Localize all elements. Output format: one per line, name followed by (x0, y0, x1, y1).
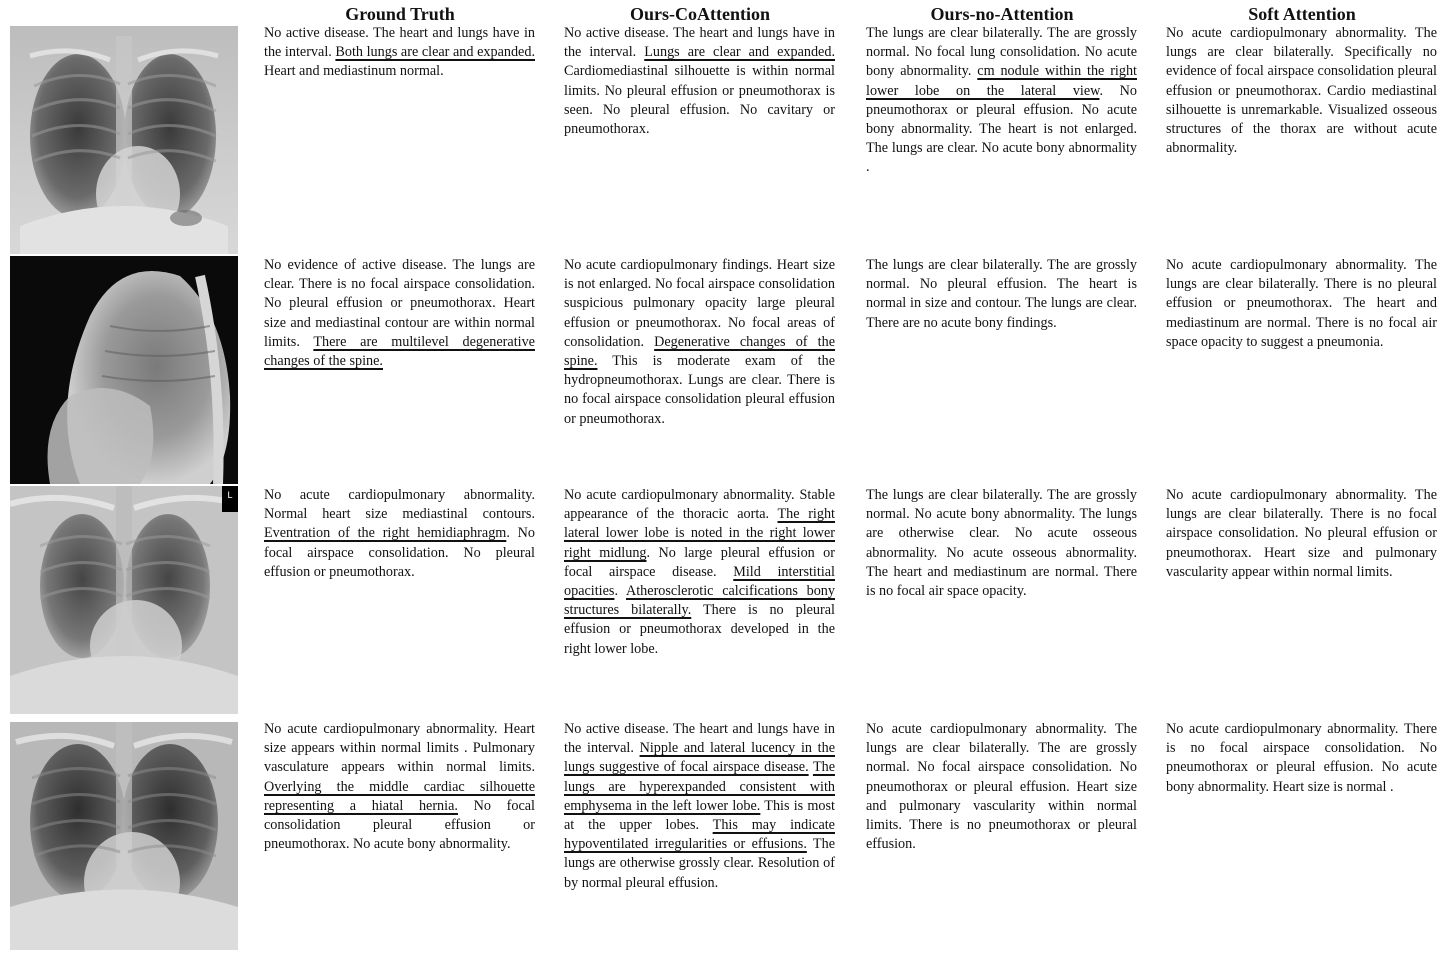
highlighted-finding: Mild interstitial opacities (564, 563, 836, 600)
report-text: There is no pleural effusion or pneumothorax developed in the right lower lobe. (564, 602, 835, 657)
cell-coattention-4 (564, 720, 835, 893)
highlighted-finding: cm nodule within the right lower lobe on the lateral view (866, 63, 1137, 99)
report-text: Cardiomediastinal silhouette is within normal limits. No pleural effusion or pneumothorax is seen. No pleural effusion. No cavitary or pneumothorax. (564, 63, 835, 138)
report-text: No acute cardiopulmonary abnormality. The lungs are clear bilaterally. There is no pleural effusion or pneumothorax. The heart and mediastinum are normal. There is no focal air space opacity to suggest a pneumonia. (1166, 257, 1437, 350)
cell-coattention-2 (564, 256, 835, 429)
highlighted-finding: The right lateral lower lobe is noted in the right lower right midlung (564, 506, 835, 561)
cell-soft-attention-2 (1166, 256, 1437, 352)
cell-no-attention-3 (866, 486, 1137, 601)
report-text: The lungs are otherwise grossly clear. Resolution of by normal pleural effusion. (564, 836, 835, 891)
cell-soft-attention-1 (1166, 24, 1437, 158)
chest-xray-frontal-4 (10, 722, 238, 950)
report-text: No acute cardiopulmonary abnormality. The lungs are clear bilaterally. Specifically no evidence of focal airspace consolidation pleural effusion or pneumothorax. Cardio mediastinal silhouette is unremarkable. Visualized osseous structures of the thorax are without acute abnormality. (1166, 25, 1437, 157)
report-text: No acute cardiopulmonary abnormality. Heart size appears within normal limits . Pulmonary vasculature appears within normal limits. (264, 721, 535, 776)
highlighted-finding: The lungs are hyperexpanded consistent with emphysema in the left lower lobe. (564, 759, 835, 814)
cell-coattention-1 (564, 24, 835, 139)
report-text: No active disease. The heart and lungs have in the interval. (564, 25, 835, 61)
report-text: . (614, 583, 626, 600)
report-text: No active disease. The heart and lungs have in the interval. (564, 721, 835, 757)
report-text: This is most at the upper lobes. (564, 797, 835, 834)
chest-xray-frontal-1 (10, 26, 238, 254)
highlighted-finding: Nipple and lateral lucency in the lungs suggestive of focal airspace disease. (564, 740, 835, 776)
header-soft-attention: Soft Attention (1248, 4, 1356, 24)
cell-ground-truth-4 (264, 720, 535, 854)
cell-no-attention-1 (866, 24, 1137, 178)
report-text: No acute cardiopulmonary abnormality. Stable appearance of the thoracic aorta. (564, 487, 835, 523)
cell-coattention-3 (564, 486, 835, 659)
report-text: No acute cardiopulmonary findings. Heart size is not enlarged. No focal airspace consolidation suspicious pulmonary opacity large pleural effusion or pneumothorax. No focal areas of consolidation. (564, 257, 835, 350)
cell-no-attention-2 (866, 256, 1137, 333)
report-text: No acute cardiopulmonary abnormality. The lungs are clear bilaterally. There is no focal airspace consolidation. No pleural effusion or pneumothorax. Heart size and pulmonary vascularity appear within normal limits. (1166, 487, 1437, 580)
highlighted-finding: Degenerative changes of the spine. (564, 333, 835, 370)
xray-side-marker: L (227, 490, 233, 500)
report-text: This is moderate exam of the hydropneumothorax. Lungs are clear. There is no focal airspace consolidation pleural effusion or pneumothorax. (564, 353, 835, 427)
header-ours-coattention: Ours-CoAttention (630, 4, 770, 24)
cell-ground-truth-3 (264, 486, 535, 582)
report-text: The lungs are clear bilaterally. The are grossly normal. No acute bony abnormality. The lungs are otherwise clear. No acute osseous abnormality. No acute osseous abnormality. The heart and mediastinum are normal. There is no focal air space opacity. (866, 487, 1137, 600)
highlighted-finding: Atherosclerotic calcifications bony structures bilaterally. (564, 583, 835, 619)
cell-ground-truth-2 (264, 256, 535, 371)
report-text: The lungs are clear bilaterally. The are grossly normal. No pleural effusion. The heart is normal in size and contour. The lungs are clear. There are no acute bony findings. (866, 257, 1137, 331)
report-text: Heart and mediastinum normal. (264, 63, 444, 80)
cell-ground-truth-1 (264, 24, 535, 82)
report-text: No active disease. The heart and lungs have in the interval. (264, 25, 535, 61)
chest-xray-frontal-3 (10, 486, 238, 714)
highlighted-finding: Eventration of the right hemidiaphragm (264, 525, 507, 542)
cell-no-attention-4 (866, 720, 1137, 854)
header-ground-truth: Ground Truth (345, 4, 455, 24)
highlighted-finding: Lungs are clear and expanded. (644, 44, 835, 61)
report-text: The lungs are clear bilaterally. The are grossly normal. No focal lung consolidation. No acute bony abnormality. (866, 25, 1137, 80)
highlighted-finding: There are multilevel degenerative changes of the spine. (264, 333, 535, 370)
highlighted-finding: This may indicate hypoventilated irregularities or effusions. (564, 817, 835, 853)
report-text: . No focal airspace consolidation. No pleural effusion or pneumothorax. (264, 525, 536, 580)
cell-soft-attention-4 (1166, 720, 1437, 797)
highlighted-finding: Overlying the middle cardiac silhouette representing a hiatal hernia. (264, 778, 535, 814)
report-text: No acute cardiopulmonary abnormality. The lungs are clear bilaterally. The are grossly normal. No focal airspace consolidation. No pneumothorax or pleural effusion. Heart size and pulmonary vascularity within normal limits. There is no pneumothorax or pleural effusion. (866, 721, 1137, 853)
highlighted-finding: Both lungs are clear and expanded. (335, 44, 535, 61)
cell-soft-attention-3 (1166, 486, 1437, 582)
report-text: No focal consolidation pleural effusion or pneumothorax. No acute bony abnormality. (264, 797, 535, 853)
report-text: . No pneumothorax or pleural effusion. No acute bony abnormality. The heart is not enlarged. The lungs are clear. No acute bony abnormality . (866, 82, 1137, 176)
chest-xray-lateral-2 (10, 256, 238, 484)
report-text: . No large pleural effusion or focal airspace disease. (564, 544, 835, 580)
report-text: No acute cardiopulmonary abnormality. Normal heart size mediastinal contours. (264, 487, 535, 523)
report-text: No acute cardiopulmonary abnormality. There is no focal airspace consolidation. No pneumothorax or pleural effusion. No acute bony abnormality. Heart size is normal . (1166, 721, 1437, 795)
header-ours-no-attention: Ours-no-Attention (930, 4, 1074, 24)
report-text: No evidence of active disease. The lungs are clear. There is no focal airspace consolidation. No pleural effusion or pneumothorax. Heart size and mediastinal contour are within normal limits. (264, 257, 535, 350)
